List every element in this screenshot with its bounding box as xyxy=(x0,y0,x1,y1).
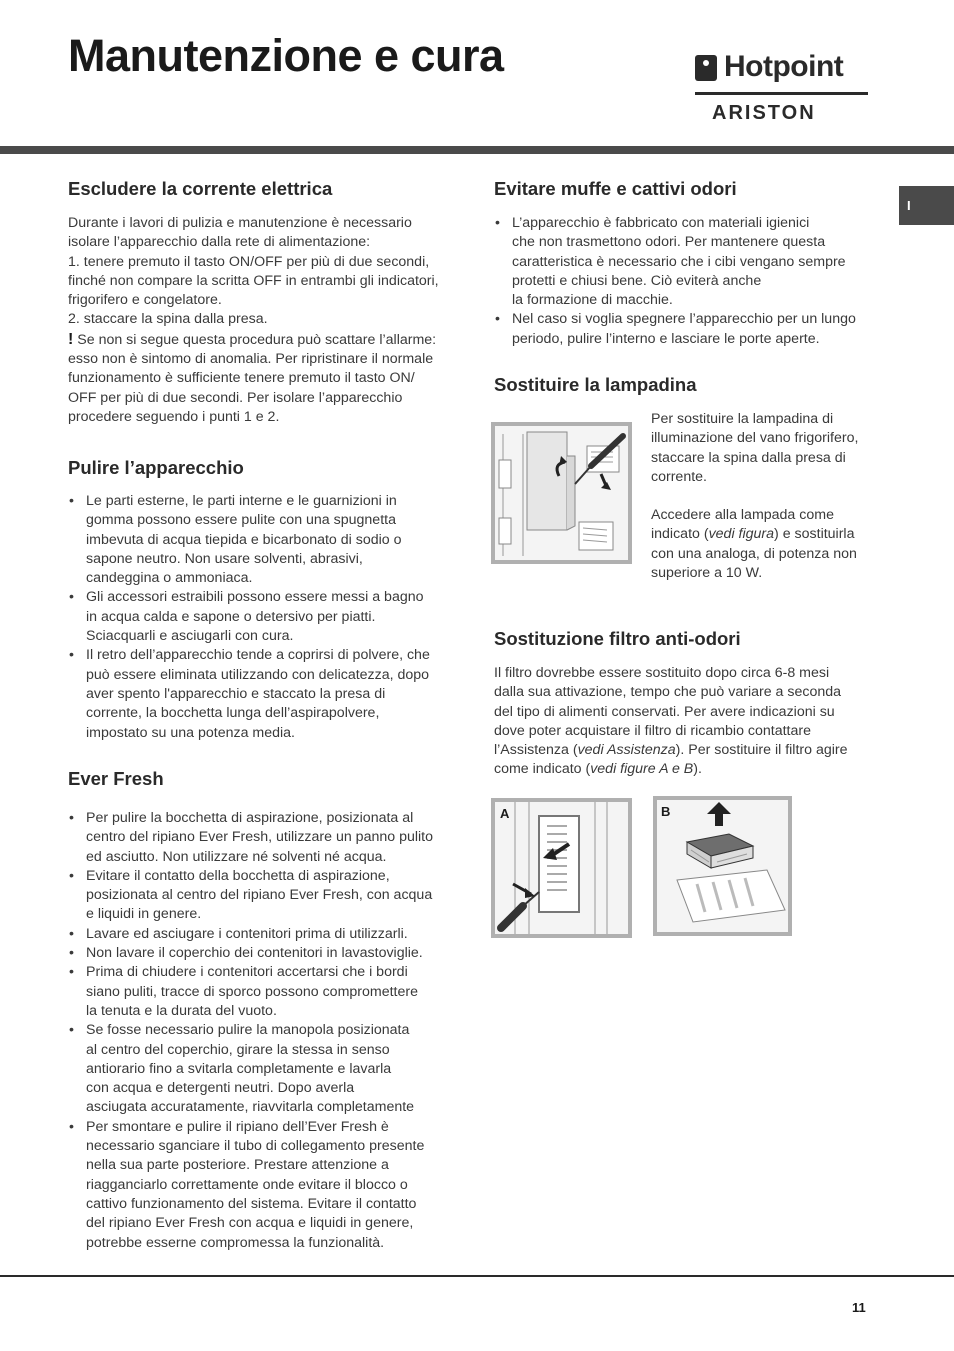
list-item xyxy=(494,310,874,349)
text-line: • Nel caso si voglia spegnere l’apparecchio per un lungo xyxy=(512,311,856,328)
brand-name-ariston: ARISTON xyxy=(712,102,816,124)
text-line: • Per pulire la bocchetta di aspirazione, posizionata al xyxy=(86,810,414,826)
filter-removal-illustration xyxy=(495,802,628,934)
logo-divider xyxy=(695,92,868,95)
text-line: che non trasmettono odori. Per mantenere questa xyxy=(512,234,826,251)
text-line: dalla sua attivazione, tempo che può variare a seconda xyxy=(494,684,842,701)
text-line: Per sostituire la lampadina di xyxy=(651,411,834,427)
section-heading-bulb: Sostituire la lampadina xyxy=(494,374,697,395)
text-span: ). Per sostituire il filtro agire xyxy=(675,742,848,759)
text-line: riagganciarlo correttamente onde evitare il blocco o xyxy=(86,1176,408,1193)
text-line: del ripiano Ever Fresh con acqua e liquidi in genere, xyxy=(86,1215,414,1232)
text-line: centro del ripiano Ever Fresh, utilizzare un panno pulito xyxy=(86,829,433,846)
text-line: esso non è sintomo di anomalia. Per ripristinare il normale xyxy=(68,351,434,368)
footer-divider xyxy=(0,1275,954,1277)
text-line: la formazione di macchie. xyxy=(512,292,673,309)
text-line: gomma possono essere pulite con una spugnetta xyxy=(86,512,396,529)
text-line: • Per smontare e pulire il ripiano dell’Ever Fresh è xyxy=(86,1118,389,1135)
text-line: • Prima di chiudere i contenitori accertarsi che i bordi xyxy=(86,964,408,981)
warning-icon: ! xyxy=(68,330,74,348)
text-span: ). xyxy=(693,761,702,778)
text-line: periodo, pulire l’interno e lasciare le porte aperte. xyxy=(512,330,820,347)
header-divider-bar xyxy=(0,146,954,154)
list-item xyxy=(68,1118,433,1253)
list-item xyxy=(68,646,430,742)
brand-name-hotpoint: Hotpoint xyxy=(724,50,844,83)
text-line: staccare la spina dalla presa di xyxy=(651,449,846,466)
page-number: 11 xyxy=(852,1300,866,1315)
text-line: finché non compare la scritta OFF in entrambi gli indicatori, xyxy=(68,272,439,289)
text-line: frigorifero e congelatore. xyxy=(68,292,222,309)
text-line: • Le parti esterne, le parti interne e le guarnizioni in xyxy=(86,493,397,509)
figure-reference: vedi figura xyxy=(708,526,775,543)
text-line: Sciacquarli e asciugarli con cura. xyxy=(86,628,294,645)
language-tab: I xyxy=(899,186,954,225)
text-line-with-reference xyxy=(651,525,881,544)
text-line: sapone neutro. Non usare solventi, abrasivi, xyxy=(86,550,363,567)
text-line: dove poter acquistare il filtro di ricambio contattare xyxy=(494,722,812,739)
text-span: come indicato ( xyxy=(494,761,591,778)
filter-figure-b xyxy=(653,796,792,936)
section-heading-mould: Evitare muffe e cattivi odori xyxy=(494,178,737,199)
hotpoint-ariston-logo xyxy=(694,52,869,124)
text-line: Se non si segue questa procedura può scattare l’allarme: xyxy=(73,331,437,348)
text-line: posizionata al centro del ripiano Ever Fresh, con acqua xyxy=(86,887,433,904)
text-line: 2. staccare la spina dalla presa. xyxy=(68,311,268,328)
text-line: Durante i lavori di pulizia e manutenzione è necessario xyxy=(68,215,412,231)
list-item xyxy=(68,944,433,963)
text-line: • Non lavare il coperchio dei contenitori in lavastoviglie. xyxy=(86,945,423,962)
text-line: asciugata accuratamente, riavvitarla completamente xyxy=(86,1099,415,1116)
text-line: potrebbe esserne compromessa la funzionalità. xyxy=(86,1234,385,1251)
text-line: OFF per più di due secondi. Per isolare l’apparecchio xyxy=(68,389,403,406)
bulb-replacement-illustration xyxy=(495,426,628,560)
section-heading-ever-fresh: Ever Fresh xyxy=(68,768,164,789)
text-line: al centro del coperchio, girare la stessa in senso xyxy=(86,1041,390,1058)
text-span: ) e sostituirla xyxy=(774,526,855,543)
figure-a-label: A xyxy=(500,806,510,821)
text-line: siano puliti, tracce di sporco possono compromettere xyxy=(86,983,418,1000)
text-line: isolare l’apparecchio dalla rete di alimentazione: xyxy=(68,234,371,251)
figure-b-label: B xyxy=(661,804,671,819)
text-line: necessario sganciare il tubo di collegamento presente xyxy=(86,1138,425,1155)
section-heading-filter: Sostituzione filtro anti-odori xyxy=(494,628,741,649)
text-line: imbevuta di acqua tiepida e bicarbonato di sodio o xyxy=(86,531,402,548)
mould-list xyxy=(494,214,874,349)
text-line: procedere seguendo i punti 1 e 2. xyxy=(68,408,280,425)
text-line: corrente. xyxy=(651,468,707,485)
text-line: Il filtro dovrebbe essere sostituito dopo circa 6-8 mesi xyxy=(494,665,830,681)
section-heading-cleaning: Pulire l’apparecchio xyxy=(68,457,244,478)
bulb-replacement-figure xyxy=(491,422,632,564)
ever-fresh-list xyxy=(68,809,433,1253)
list-item xyxy=(494,214,874,310)
text-line: cattivo funzionamento del sistema. Evitare il contatto xyxy=(86,1195,417,1212)
filter-lift-illustration xyxy=(657,800,788,932)
text-line: Accedere alla lampada come xyxy=(651,507,834,524)
text-line: caratteristica è necessario che i cibi vengano sempre xyxy=(512,253,846,270)
text-span: l’Assistenza ( xyxy=(494,742,578,759)
text-line-with-reference xyxy=(494,741,874,760)
text-line: la tenuta e la durata del vuoto. xyxy=(86,1002,277,1019)
text-line: in acqua calda e sapone o detersivo per piatti. xyxy=(86,608,376,625)
text-line: candeggina o ammoniaca. xyxy=(86,570,253,587)
text-line: • Se fosse necessario pulire la manopola posizionata xyxy=(86,1022,410,1039)
text-line: ed asciutto. Non utilizzare né solventi né acqua. xyxy=(86,848,387,865)
power-instructions xyxy=(68,214,439,427)
brand-mark-icon xyxy=(695,55,717,81)
text-line: funzionamento è sufficiente tenere premuto il tasto ON/ xyxy=(68,370,415,387)
filter-figure-a xyxy=(491,798,632,938)
text-line: corrente, la bocchetta lunga dell’aspirapolvere, xyxy=(86,705,380,722)
list-item xyxy=(68,925,433,944)
warning-paragraph xyxy=(68,330,439,350)
text-line: • Gli accessori estraibili possono essere messi a bagno xyxy=(86,589,424,606)
text-line: protetti e chiusi bene. Ciò eviterà anche xyxy=(512,272,762,289)
text-line: del tipo di alimenti conservati. Per avere indicazioni su xyxy=(494,703,835,720)
text-line: con una analoga, di potenza non xyxy=(651,545,857,562)
text-line: • Evitare il contatto della bocchetta di aspirazione, xyxy=(86,867,390,884)
list-item xyxy=(68,963,433,1021)
text-line: superiore a 10 W. xyxy=(651,565,763,582)
spacer xyxy=(651,487,881,506)
text-line: antiorario fino a svitarla completamente e lavarla xyxy=(86,1060,392,1077)
list-item xyxy=(68,867,433,925)
text-line: aver spento l'apparecchio e staccato la presa di xyxy=(86,685,386,702)
list-item xyxy=(68,809,433,867)
text-line: 1. tenere premuto il tasto ON/OFF per più di due secondi, xyxy=(68,253,430,270)
page-title: Manutenzione e cura xyxy=(68,30,504,81)
text-line: e liquidi in genere. xyxy=(86,906,202,923)
list-item xyxy=(68,588,430,646)
text-line: • L’apparecchio è fabbricato con materiali igienici xyxy=(512,215,810,231)
text-line: • Il retro dell’apparecchio tende a coprirsi di polvere, che xyxy=(86,647,430,664)
list-item xyxy=(68,492,430,588)
figure-reference: vedi figure A e B xyxy=(590,761,694,778)
text-span: indicato ( xyxy=(651,526,709,543)
text-line-with-reference xyxy=(494,760,874,779)
text-line: illuminazione del vano frigorifero, xyxy=(651,430,859,447)
section-heading-power: Escludere la corrente elettrica xyxy=(68,178,333,199)
cleaning-list xyxy=(68,492,430,743)
text-line: nella sua parte posteriore. Prestare attenzione a xyxy=(86,1157,389,1174)
bulb-instructions xyxy=(651,410,881,583)
filter-instructions xyxy=(494,664,874,780)
text-line: impostato su una potenza media. xyxy=(86,724,296,741)
text-line: con acqua e detergenti neutri. Dopo averla xyxy=(86,1080,355,1097)
assistance-reference: vedi Assistenza xyxy=(577,742,676,759)
text-line: può essere eliminata utilizzando con delicatezza, dopo xyxy=(86,666,430,683)
text-line: • Lavare ed asciugare i contenitori prima di utilizzarli. xyxy=(86,925,408,942)
list-item xyxy=(68,1021,433,1117)
